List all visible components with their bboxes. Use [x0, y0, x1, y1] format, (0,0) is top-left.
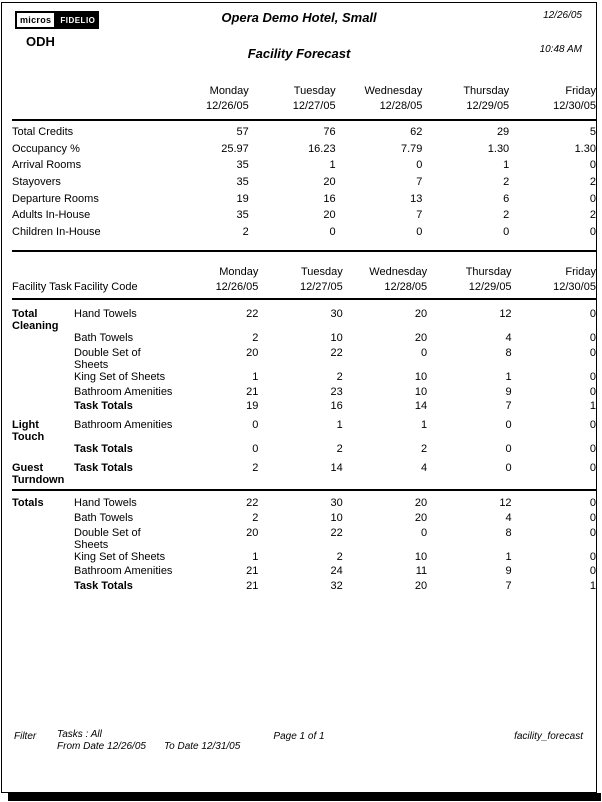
- day-header-cell: [343, 265, 427, 295]
- report-file-name: facility_forecast: [514, 731, 583, 742]
- cell-wednesday: 10: [414, 370, 428, 383]
- day-name: Thursday: [463, 85, 510, 97]
- summary-table-header: [12, 84, 596, 121]
- day-header-cell: [162, 84, 249, 114]
- day-date: 12/28/05: [379, 100, 423, 112]
- day-date: 12/29/05: [468, 281, 512, 293]
- cell-thursday: 29: [496, 126, 510, 139]
- day-header-cell: [427, 265, 511, 295]
- cell-thursday: 4: [505, 332, 512, 344]
- cell-tuesday: 1: [329, 159, 336, 172]
- table-row: [12, 174, 596, 191]
- report-date: 12/26/05: [543, 10, 582, 21]
- table-row: [12, 580, 596, 595]
- cell-thursday: 7: [505, 580, 512, 593]
- cell-tuesday: 2: [336, 370, 343, 383]
- hotel-name: Opera Demo Hotel, Small: [221, 10, 377, 25]
- day-name: Tuesday: [293, 85, 336, 97]
- cell-friday: 0: [589, 192, 596, 205]
- cell-thursday: 1: [503, 159, 510, 172]
- facility-code-label: Task Totals: [74, 443, 133, 456]
- cell-tuesday: 22: [330, 346, 343, 359]
- cell-wednesday: 2: [421, 443, 428, 456]
- cell-tuesday: 32: [330, 580, 343, 593]
- facility-task-header: Facility Task: [12, 281, 72, 293]
- cell-thursday: 0: [503, 225, 510, 238]
- cell-tuesday: 14: [330, 461, 343, 474]
- page-shadow: [8, 793, 601, 801]
- cell-thursday: 0: [505, 443, 512, 456]
- facility-code-header: Facility Code: [74, 281, 138, 293]
- cell-wednesday: 0: [421, 346, 428, 359]
- cell-tuesday: 16: [330, 400, 343, 413]
- day-name: Monday: [209, 85, 249, 97]
- cell-tuesday: 10: [330, 511, 343, 524]
- cell-tuesday: 24: [330, 565, 343, 578]
- cell-monday: 0: [252, 419, 259, 432]
- cell-friday: 2: [589, 209, 596, 222]
- table-row: [12, 512, 596, 527]
- table-row: [12, 347, 596, 371]
- day-date: 12/27/05: [292, 100, 336, 112]
- cell-tuesday: 2: [336, 443, 343, 456]
- cell-tuesday: 23: [330, 385, 343, 398]
- cell-thursday: 0: [505, 419, 512, 432]
- day-header-cell: [509, 84, 596, 114]
- day-header-cell: [336, 84, 423, 114]
- cell-monday: 35: [236, 159, 249, 172]
- cell-wednesday: 0: [416, 159, 423, 172]
- cell-monday: 2: [252, 511, 259, 524]
- logo-fidelio-text: FIDELIO: [56, 11, 99, 29]
- cell-monday: 21: [246, 565, 259, 578]
- table-row: [12, 386, 596, 401]
- facility-code-label: Task Totals: [74, 580, 133, 593]
- facility-table: [12, 265, 596, 595]
- cell-thursday: 2: [503, 176, 510, 189]
- facility-table-header: [12, 265, 596, 300]
- day-date: 12/28/05: [384, 281, 428, 293]
- cell-monday: 35: [236, 176, 249, 189]
- summary-table: [12, 84, 596, 252]
- cell-friday: 0: [589, 526, 596, 539]
- table-row: [12, 551, 596, 566]
- table-row: [12, 458, 596, 491]
- cell-tuesday: 22: [330, 526, 343, 539]
- facility-task-label: Totals: [12, 496, 44, 509]
- day-date: 12/30/05: [553, 281, 596, 293]
- facility-code-label: Task Totals: [74, 461, 133, 474]
- facility-code-label: Bath Towels: [74, 332, 134, 344]
- cell-wednesday: 62: [410, 126, 423, 139]
- cell-wednesday: 20: [414, 308, 428, 320]
- cell-monday: 22: [246, 496, 259, 509]
- table-row: [12, 124, 596, 141]
- cell-wednesday: 10: [414, 550, 428, 563]
- day-name: Friday: [565, 85, 596, 97]
- table-row: [12, 224, 596, 241]
- cell-thursday: 1: [505, 370, 512, 383]
- logo-micros-text: micros: [15, 11, 56, 29]
- cell-friday: 0: [589, 511, 596, 524]
- cell-monday: 25.97: [221, 142, 249, 155]
- day-name: Thursday: [465, 266, 512, 278]
- cell-friday: 0: [589, 385, 596, 398]
- day-date: 12/30/05: [553, 100, 596, 112]
- cell-thursday: 0: [505, 461, 512, 474]
- cell-friday: 0: [589, 461, 596, 474]
- cell-friday: 1: [589, 580, 596, 593]
- facility-code-label: Double Set of Sheets: [74, 526, 141, 551]
- day-name: Friday: [565, 266, 596, 278]
- report-title: Facility Forecast: [247, 46, 351, 61]
- day-header-cell: [258, 265, 342, 295]
- cell-monday: 21: [246, 580, 259, 593]
- report-time: 10:48 AM: [539, 44, 582, 55]
- facility-code-label: Hand Towels: [74, 496, 137, 509]
- facility-code-label: King Set of Sheets: [74, 550, 166, 563]
- filter-from-date: From Date 12/26/05: [57, 741, 146, 752]
- table-row: [12, 304, 596, 332]
- filter-tasks: Tasks : All: [57, 729, 102, 740]
- cell-thursday: 12: [499, 496, 512, 509]
- cell-thursday: 4: [505, 511, 512, 524]
- cell-thursday: 1.30: [487, 142, 510, 155]
- cell-thursday: 8: [505, 346, 512, 359]
- cell-wednesday: 4: [421, 461, 428, 474]
- cell-monday: 22: [246, 308, 259, 320]
- cell-monday: 19: [246, 400, 259, 413]
- cell-tuesday: 76: [323, 126, 336, 139]
- cell-wednesday: 1: [421, 419, 428, 432]
- day-date: 12/27/05: [299, 281, 343, 293]
- cell-tuesday: 16: [323, 192, 336, 205]
- table-row: [12, 141, 596, 158]
- table-row: [12, 207, 596, 224]
- facility-code-label: Task Totals: [74, 400, 133, 413]
- table-row: [12, 157, 596, 174]
- cell-friday: 0: [589, 346, 596, 359]
- property-code: ODH: [26, 34, 55, 49]
- day-header-cell: [512, 265, 596, 295]
- cell-friday: 0: [589, 443, 596, 456]
- day-name: Wednesday: [364, 85, 423, 97]
- cell-monday: 20: [246, 526, 259, 539]
- cell-wednesday: 7: [416, 176, 423, 189]
- cell-friday: 0: [589, 225, 596, 238]
- summary-header-spacer: [12, 84, 162, 114]
- day-name: Tuesday: [300, 266, 343, 278]
- row-label: Total Credits: [12, 126, 74, 139]
- cell-tuesday: 1: [336, 419, 343, 432]
- cell-monday: 2: [252, 332, 259, 344]
- filter-label: Filter: [14, 731, 37, 742]
- cell-wednesday: 11: [415, 565, 428, 578]
- cell-friday: 1: [589, 400, 596, 413]
- table-row: [12, 190, 596, 207]
- row-label: Stayovers: [12, 176, 61, 189]
- cell-tuesday: 16.23: [308, 142, 336, 155]
- cell-thursday: 6: [503, 192, 510, 205]
- cell-tuesday: 2: [336, 550, 343, 563]
- cell-friday: 0: [589, 159, 596, 172]
- cell-monday: 2: [252, 461, 259, 474]
- day-header-cell: [174, 265, 258, 295]
- cell-tuesday: 10: [330, 332, 343, 344]
- report-page: [1, 2, 597, 793]
- facility-code-label: Double Set of Sheets: [74, 346, 141, 371]
- cell-friday: 0: [589, 565, 596, 578]
- facility-task-label: Guest Turndown: [12, 461, 65, 486]
- cell-wednesday: 10: [414, 385, 428, 398]
- row-label: Arrival Rooms: [12, 159, 82, 172]
- facility-task-label: Total Cleaning: [12, 308, 59, 332]
- day-name: Wednesday: [369, 266, 428, 278]
- cell-monday: 0: [252, 443, 259, 456]
- cell-wednesday: 13: [410, 192, 423, 205]
- facility-code-label: Bathroom Amenities: [74, 385, 173, 398]
- cell-monday: 35: [236, 209, 249, 222]
- cell-friday: 5: [589, 126, 596, 139]
- page-number: Page 1 of 1: [273, 731, 325, 742]
- day-date: 12/26/05: [205, 100, 249, 112]
- table-row: [12, 527, 596, 551]
- facility-code-label: Bathroom Amenities: [74, 419, 173, 432]
- cell-friday: 0: [589, 496, 596, 509]
- facility-code-label: Bathroom Amenities: [74, 565, 173, 578]
- row-label: Adults In-House: [12, 209, 91, 222]
- cell-wednesday: 14: [414, 400, 428, 413]
- row-label: Children In-House: [12, 225, 101, 238]
- facility-code-label: Hand Towels: [74, 308, 137, 320]
- cell-monday: 1: [252, 370, 259, 383]
- cell-wednesday: 7: [416, 209, 423, 222]
- cell-friday: 0: [589, 370, 596, 383]
- table-row: [12, 415, 596, 443]
- cell-friday: 0: [589, 419, 596, 432]
- cell-friday: 0: [589, 308, 596, 320]
- table-row: [12, 400, 596, 415]
- row-label: Occupancy %: [12, 142, 80, 155]
- cell-thursday: 7: [505, 400, 512, 413]
- cell-thursday: 9: [505, 385, 512, 398]
- cell-wednesday: 7.79: [400, 142, 423, 155]
- day-date: 12/26/05: [215, 281, 259, 293]
- cell-monday: 2: [242, 225, 249, 238]
- cell-monday: 19: [236, 192, 249, 205]
- facility-code-label: King Set of Sheets: [74, 370, 166, 383]
- table-row: [12, 332, 596, 347]
- cell-wednesday: 20: [414, 332, 428, 344]
- cell-tuesday: 0: [329, 225, 336, 238]
- table-row: [12, 493, 596, 512]
- cell-thursday: 1: [505, 550, 512, 563]
- day-header-cell: [249, 84, 336, 114]
- cell-tuesday: 30: [330, 308, 343, 320]
- cell-thursday: 8: [505, 526, 512, 539]
- day-header-cell: [422, 84, 509, 114]
- cell-monday: 20: [246, 346, 259, 359]
- cell-thursday: 9: [505, 565, 512, 578]
- facility-task-label: Light Touch: [12, 419, 45, 444]
- cell-tuesday: 20: [323, 209, 336, 222]
- day-name: Monday: [219, 266, 259, 278]
- filter-to-date: To Date 12/31/05: [163, 741, 241, 752]
- cell-wednesday: 20: [414, 511, 428, 524]
- cell-monday: 57: [236, 126, 249, 139]
- table-row: [12, 371, 596, 386]
- cell-friday: 0: [589, 550, 596, 563]
- cell-wednesday: 0: [416, 225, 423, 238]
- cell-thursday: 12: [499, 308, 512, 320]
- cell-wednesday: 0: [421, 526, 428, 539]
- cell-tuesday: 30: [330, 496, 343, 509]
- facility-code-label: Bath Towels: [74, 511, 134, 524]
- cell-friday: 0: [589, 332, 596, 344]
- cell-friday: 1.30: [574, 142, 596, 155]
- row-label: Departure Rooms: [12, 192, 99, 205]
- cell-thursday: 2: [503, 209, 510, 222]
- cell-monday: 21: [246, 385, 259, 398]
- cell-wednesday: 20: [414, 580, 428, 593]
- day-date: 12/29/05: [466, 100, 510, 112]
- cell-tuesday: 20: [323, 176, 336, 189]
- cell-friday: 2: [589, 176, 596, 189]
- table-row: [12, 565, 596, 580]
- cell-monday: 1: [252, 550, 259, 563]
- cell-wednesday: 20: [414, 496, 428, 509]
- table-row: [12, 443, 596, 458]
